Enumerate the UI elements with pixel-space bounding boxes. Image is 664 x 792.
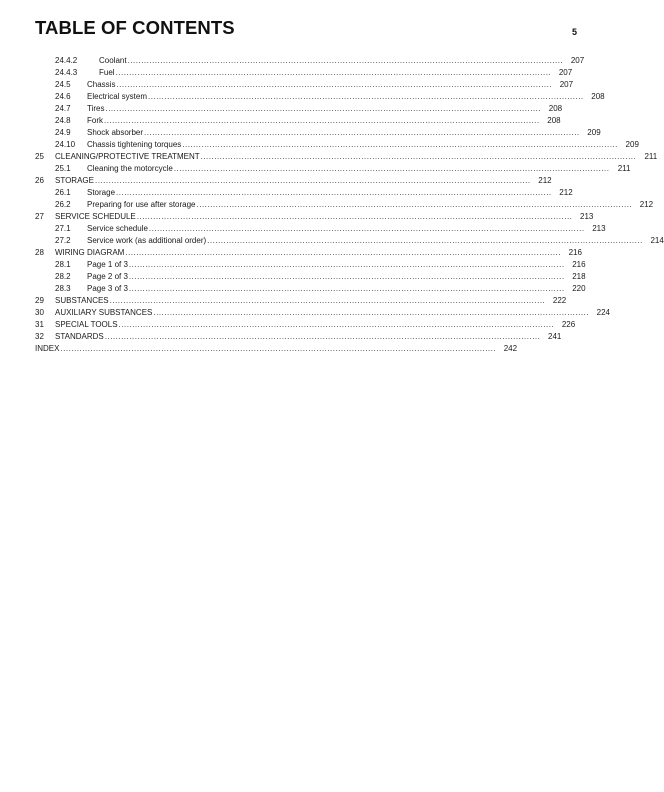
toc-entry-line <box>87 139 639 151</box>
toc-entry-page: 207 <box>558 68 573 77</box>
toc-entry-page: 218 <box>572 272 586 281</box>
toc-entry-page: 212 <box>639 200 654 209</box>
dot-leader: ................................................................................................................................................................ <box>115 68 552 77</box>
toc-entry-title: Fork <box>87 116 103 125</box>
toc-entry-page: 208 <box>548 104 563 113</box>
toc-entry-number: 26.1 <box>55 188 71 197</box>
toc-entry-line <box>55 211 594 223</box>
dot-leader: ................................................................................................................................................................ <box>153 308 589 317</box>
toc-entry-page: 209 <box>587 128 601 137</box>
toc-entry-page: 212 <box>538 176 552 185</box>
toc-entry-line <box>55 175 552 187</box>
toc-entry-line <box>99 55 585 67</box>
toc-entry[interactable] <box>35 151 658 163</box>
dot-leader: ................................................................................................................................................................ <box>127 56 564 65</box>
toc-entry-line <box>87 163 631 175</box>
toc-entry-title: Service schedule <box>87 224 148 233</box>
dot-leader: ................................................................................................................................................................ <box>105 104 542 113</box>
toc-entry-page: 226 <box>561 320 576 329</box>
toc-entry-number: 24.8 <box>55 116 71 125</box>
toc-entry-line <box>55 295 567 307</box>
toc-entry[interactable] <box>35 247 582 259</box>
toc-entry-title: Chassis <box>87 80 116 89</box>
toc-entry-number: 24.4.3 <box>55 68 78 77</box>
toc-entry-page: 208 <box>591 92 605 101</box>
toc-entry-title: Electrical system <box>87 92 148 101</box>
toc-entry-title: AUXILIARY SUBSTANCES <box>55 308 153 317</box>
toc-entry-page: 224 <box>596 308 610 317</box>
toc-entry-number: 26 <box>35 176 44 185</box>
toc-entry-line <box>87 103 563 115</box>
dot-leader: ................................................................................................................................................................ <box>118 320 555 329</box>
toc-entry[interactable] <box>35 331 562 343</box>
toc-entry-page: 213 <box>580 212 594 221</box>
toc-entry-title: Shock absorber <box>87 128 144 137</box>
toc-entry-line <box>99 67 573 79</box>
toc-entry[interactable] <box>35 211 594 223</box>
toc-entry-line <box>55 247 582 259</box>
toc-entry-number: 24.7 <box>55 104 71 113</box>
toc-entry-number: 27.2 <box>55 236 71 245</box>
dot-leader: ................................................................................................................................................................ <box>207 236 643 245</box>
page-number: 5 <box>572 27 578 37</box>
toc-entry-title: Page 1 of 3 <box>87 260 128 269</box>
toc-entry-number: 25.1 <box>55 164 71 173</box>
toc-entry-page: 212 <box>559 188 573 197</box>
toc-entry-line <box>55 307 610 319</box>
toc-entry-line <box>55 331 562 343</box>
toc-entry-title: Cleaning the motorcycle <box>87 164 173 173</box>
dot-leader: ................................................................................................................................................................ <box>182 140 618 149</box>
toc-entry-title: Page 2 of 3 <box>87 272 128 281</box>
toc-entry-title: Page 3 of 3 <box>87 284 128 293</box>
toc-entry-line <box>87 199 654 211</box>
toc-entry[interactable] <box>35 271 586 283</box>
dot-leader: ................................................................................................................................................................ <box>128 260 565 269</box>
page-title: TABLE OF CONTENTS <box>35 17 235 38</box>
toc-entry-line <box>87 235 664 247</box>
toc-entry-number: 28.2 <box>55 272 71 281</box>
dot-leader: ................................................................................................................................................................ <box>60 344 497 353</box>
toc-entry-title: SERVICE SCHEDULE <box>55 212 136 221</box>
toc-entry[interactable] <box>35 67 573 79</box>
toc-entry-number: 32 <box>35 332 44 341</box>
toc-entry-page: 216 <box>568 248 582 257</box>
toc-entry-line <box>87 91 605 103</box>
dot-leader: ................................................................................................................................................................ <box>173 164 610 173</box>
dot-leader: ................................................................................................................................................................ <box>94 176 531 185</box>
toc-entry-line <box>87 79 574 91</box>
toc-entry-number: 27 <box>35 212 44 221</box>
toc-entry-line <box>35 343 518 355</box>
toc-entry-title: WIRING DIAGRAM <box>55 248 125 257</box>
toc-entry[interactable] <box>35 199 654 211</box>
toc-entry-title: Storage <box>87 188 116 197</box>
toc-entry-page: 213 <box>592 224 606 233</box>
toc-entry[interactable] <box>35 259 586 271</box>
toc-entry-number: 29 <box>35 296 44 305</box>
toc-entry-number: 24.10 <box>55 140 76 149</box>
toc-entry-number: 24.5 <box>55 80 71 89</box>
toc-entry[interactable] <box>35 307 610 319</box>
toc-entry[interactable] <box>35 343 518 355</box>
dot-leader: ................................................................................................................................................................ <box>104 116 540 125</box>
toc-entry-title: Tires <box>87 104 105 113</box>
toc-entry-number: 27.1 <box>55 224 71 233</box>
toc-entry-line <box>87 187 573 199</box>
toc-entry-number: 25 <box>35 152 44 161</box>
toc-entry[interactable] <box>35 163 631 175</box>
dot-leader: ................................................................................................................................................................ <box>104 332 541 341</box>
toc-entry[interactable] <box>35 295 567 307</box>
toc-entry[interactable] <box>35 139 639 151</box>
toc-entry-page: 207 <box>559 80 574 89</box>
toc-entry-number: 31 <box>35 320 44 329</box>
toc-entry[interactable] <box>35 127 601 139</box>
toc-entry[interactable] <box>35 235 664 247</box>
toc-entry-page: 214 <box>650 236 664 245</box>
toc-entry-title: Chassis tightening torques <box>87 140 182 149</box>
toc-entry-line <box>55 151 658 163</box>
toc-entry[interactable] <box>35 187 573 199</box>
toc-entry[interactable] <box>35 91 605 103</box>
toc-entry-page: 222 <box>552 296 567 305</box>
toc-entry-number: 30 <box>35 308 44 317</box>
toc-entry-line <box>87 115 561 127</box>
toc-entry-title: SUBSTANCES <box>55 296 109 305</box>
dot-leader: ................................................................................................................................................................ <box>196 200 633 209</box>
toc-entry-number: 26.2 <box>55 200 71 209</box>
dot-leader: ................................................................................................................................................................ <box>200 152 637 161</box>
toc-entry-line <box>87 283 586 295</box>
toc-entry[interactable] <box>35 115 561 127</box>
toc-entry-page: 208 <box>547 116 561 125</box>
dot-leader: ................................................................................................................................................................ <box>136 212 573 221</box>
dot-leader: ................................................................................................................................................................ <box>116 80 553 89</box>
toc-entry-number: 28 <box>35 248 44 257</box>
toc-entry-title: Service work (as additional order) <box>87 236 207 245</box>
toc-entry-page: 216 <box>572 260 586 269</box>
toc-entry[interactable] <box>35 319 576 331</box>
toc-entry-page: 241 <box>548 332 562 341</box>
dot-leader: ................................................................................................................................................................ <box>125 248 561 257</box>
toc-entry[interactable] <box>35 223 606 235</box>
toc-entry-number: 24.9 <box>55 128 71 137</box>
toc-entry-page: 211 <box>644 152 658 161</box>
toc-entry-page: 207 <box>570 56 585 65</box>
dot-leader: ................................................................................................................................................................ <box>144 128 580 137</box>
dot-leader: ................................................................................................................................................................ <box>128 272 565 281</box>
toc-entry-title: Coolant <box>99 56 127 65</box>
toc-entry[interactable] <box>35 175 552 187</box>
toc-entry-title: Preparing for use after storage <box>87 200 196 209</box>
toc-entry-number: 24.4.2 <box>55 56 78 65</box>
table-of-contents <box>35 55 664 355</box>
toc-entry-page: 220 <box>572 284 586 293</box>
toc-entry-title: CLEANING/PROTECTIVE TREATMENT <box>55 152 200 161</box>
toc-entry[interactable] <box>35 103 563 115</box>
toc-entry-number: 24.6 <box>55 92 71 101</box>
toc-entry-title: INDEX <box>35 344 60 353</box>
toc-entry-number: 28.1 <box>55 260 71 269</box>
toc-entry-line <box>55 319 576 331</box>
toc-entry-line <box>87 271 586 283</box>
toc-entry[interactable] <box>35 79 574 91</box>
dot-leader: ................................................................................................................................................................ <box>116 188 552 197</box>
toc-entry-number: 28.3 <box>55 284 71 293</box>
toc-entry-page: 242 <box>503 344 518 353</box>
toc-entry-title: SPECIAL TOOLS <box>55 320 118 329</box>
dot-leader: ................................................................................................................................................................ <box>148 92 584 101</box>
toc-entry-page: 209 <box>625 140 639 149</box>
toc-entry[interactable] <box>35 55 585 67</box>
toc-entry-line <box>87 127 601 139</box>
toc-entry-title: STORAGE <box>55 176 94 185</box>
toc-entry-line <box>87 259 586 271</box>
dot-leader: ................................................................................................................................................................ <box>148 224 585 233</box>
toc-entry-page: 211 <box>617 164 631 173</box>
toc-entry[interactable] <box>35 283 586 295</box>
dot-leader: ................................................................................................................................................................ <box>128 284 565 293</box>
toc-entry-title: STANDARDS <box>55 332 104 341</box>
toc-entry-title: Fuel <box>99 68 115 77</box>
dot-leader: ................................................................................................................................................................ <box>109 296 546 305</box>
toc-entry-line <box>87 223 606 235</box>
